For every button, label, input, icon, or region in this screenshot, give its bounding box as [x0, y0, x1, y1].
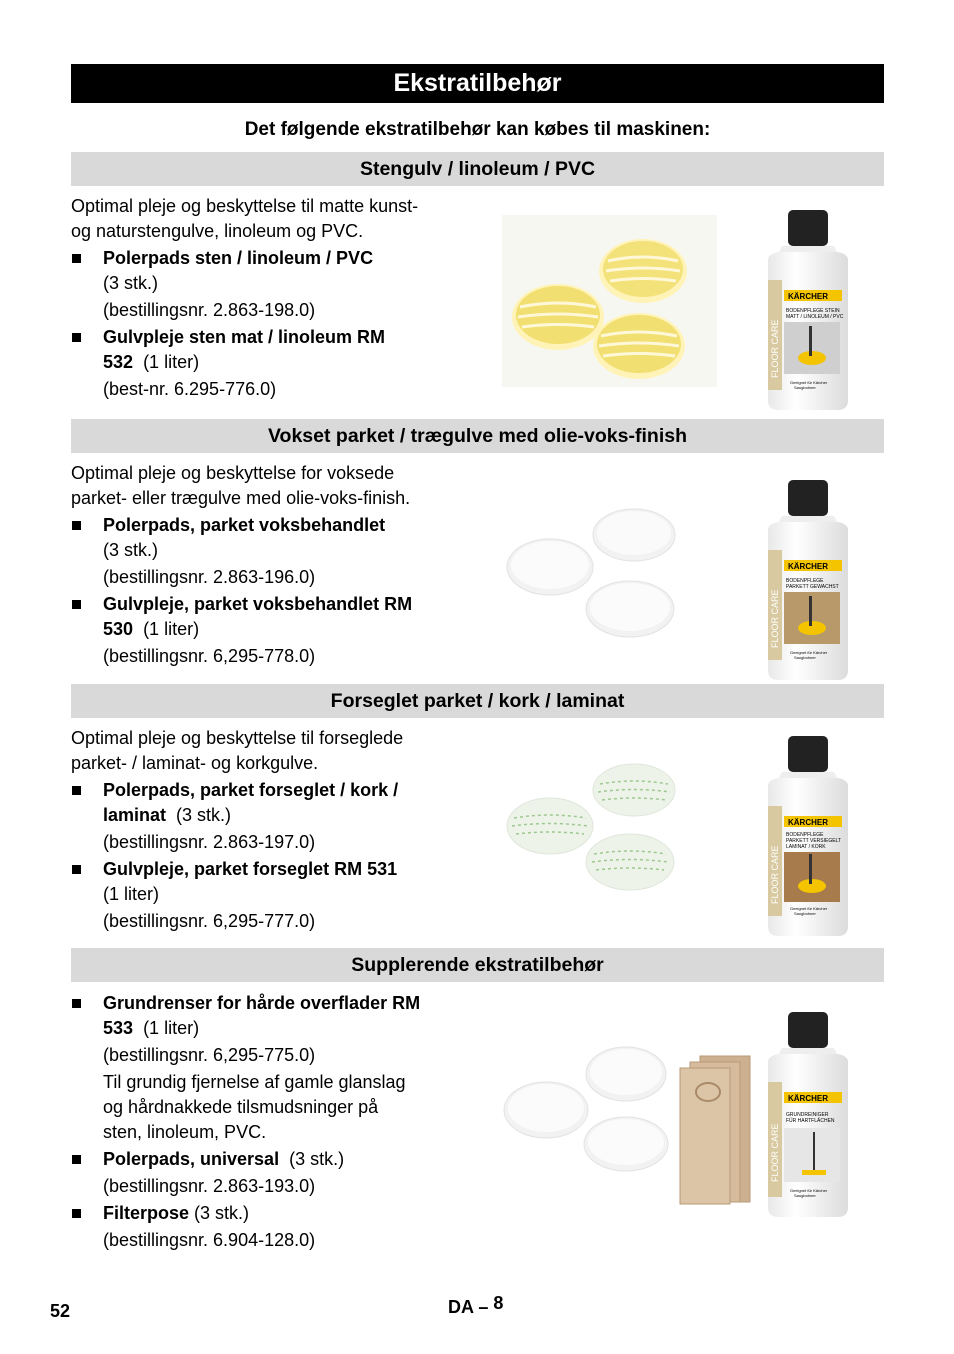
- green-striped-polishing-pads-image: [502, 758, 682, 893]
- bottle-brand: KÄRCHER: [788, 292, 828, 301]
- svg-text:KÄRCHER: KÄRCHER: [788, 1094, 828, 1103]
- bullet-icon: [72, 521, 81, 530]
- section-body-sealed-parquet: [71, 726, 471, 934]
- floor-care-bottle-sealed-parquet-image: [754, 734, 864, 939]
- white-polishing-pads-image: [502, 505, 682, 640]
- floor-care-bottle-stone-image: [754, 208, 864, 413]
- bottle-band-text: FLOOR CARE: [770, 319, 780, 378]
- bullet-icon: [72, 1209, 81, 1218]
- list-item: Polerpads, parket forseglet / kork / laminat (3 stk.) (bestillingsnr. 2.863-197.0): [71, 778, 471, 855]
- pad: [593, 313, 685, 379]
- svg-text:Saugbohner: Saugbohner: [794, 1193, 816, 1198]
- list-item: Polerpads sten / linoleum / PVC (3 stk.) (bestillingsnr. 2.863-198.0): [71, 246, 471, 323]
- desc-line: parket- eller trægulve med olie-voks-finish.: [71, 488, 411, 508]
- bullet-icon: [72, 999, 81, 1008]
- svg-text:KÄRCHER: KÄRCHER: [788, 562, 828, 571]
- desc-line: Optimal pleje og beskyttelse til forseglede: [71, 728, 404, 748]
- yellow-polishing-pads-image: [502, 215, 717, 387]
- bullet-icon: [72, 254, 81, 263]
- page-footer-section: DA – 8: [448, 1293, 504, 1317]
- section-heading-sealed-parquet: Forseglet parket / kork / laminat: [71, 684, 884, 718]
- desc-line: og naturstengulve, linoleum og PVC.: [71, 221, 364, 241]
- svg-text:Saugbohner: Saugbohner: [794, 655, 816, 660]
- intro-heading: Det følgende ekstratilbehør kan købes til maskinen:: [244, 119, 711, 140]
- svg-text:FLOOR CARE: FLOOR CARE: [770, 1123, 780, 1182]
- desc-line: Optimal pleje og beskyttelse for voksede: [71, 463, 395, 483]
- section-body-waxed-parquet: [71, 461, 471, 669]
- svg-text:PARKETT GEWACHST: PARKETT GEWACHST: [786, 584, 839, 590]
- bullet-icon: [72, 1155, 81, 1164]
- svg-text:FÜR HARTFLÄCHEN: FÜR HARTFLÄCHEN: [786, 1118, 835, 1124]
- section-body-additional: [71, 989, 461, 1253]
- svg-text:Geeignet für Kärcher: Geeignet für Kärcher: [790, 380, 828, 385]
- list-item: Filterpose (3 stk.) (bestillingsnr. 6.904-128.0): [71, 1201, 461, 1253]
- svg-text:FLOOR CARE: FLOOR CARE: [770, 845, 780, 904]
- bullet-icon: [72, 600, 81, 609]
- desc-line: parket- / laminat- og korkgulve.: [71, 753, 319, 773]
- svg-text:Geeignet für Kärcher: Geeignet für Kärcher: [790, 906, 828, 911]
- svg-text:Geeignet für Kärcher: Geeignet für Kärcher: [790, 650, 828, 655]
- list-item: Gulvpleje sten mat / linoleum RM 532 (1 liter) (best-nr. 6.295-776.0): [71, 325, 471, 402]
- section-heading-additional: Supplerende ekstratilbehør: [71, 948, 884, 982]
- svg-text:BODENPFLEGE STEIN: BODENPFLEGE STEIN: [786, 308, 840, 314]
- svg-text:GRUNDREINIGER: GRUNDREINIGER: [786, 1112, 829, 1118]
- page-title: Ekstratilbehør: [71, 64, 884, 103]
- svg-text:LAMINAT / KORK: LAMINAT / KORK: [786, 844, 826, 850]
- section-heading-stone: Stengulv / linoleum / PVC: [71, 152, 884, 186]
- list-item: Gulvpleje, parket forseglet RM 531 (1 liter) (bestillingsnr. 6,295-777.0): [71, 857, 471, 934]
- bullet-icon: [72, 333, 81, 342]
- floor-care-bottle-waxed-parquet-image: [754, 478, 864, 683]
- svg-text:Saugbohner: Saugbohner: [794, 385, 816, 390]
- desc-line: Optimal pleje og beskyttelse til matte kunst-: [71, 196, 419, 216]
- svg-text:Geeignet für Kärcher: Geeignet für Kärcher: [790, 1188, 828, 1193]
- section-heading-waxed-parquet: Vokset parket / trægulve med olie-voks-finish: [71, 419, 884, 453]
- page-number: 52: [50, 1301, 71, 1321]
- svg-text:PARKETT VERSIEGELT: PARKETT VERSIEGELT: [786, 838, 842, 844]
- filter-bags-image: [676, 1052, 756, 1207]
- list-item: Polerpads, universal (3 stk.) (bestillingsnr. 2.863-193.0): [71, 1147, 461, 1199]
- bullet-icon: [72, 865, 81, 874]
- svg-text:KÄRCHER: KÄRCHER: [788, 818, 828, 827]
- svg-text:MATT / LINOLEUM / PVC: MATT / LINOLEUM / PVC: [786, 314, 844, 320]
- svg-text:BODENPFLEGE: BODENPFLEGE: [786, 578, 824, 584]
- svg-text:BODENPFLEGE: BODENPFLEGE: [786, 832, 824, 838]
- list-item: Gulvpleje, parket voksbehandlet RM 530 (1 liter) (bestillingsnr. 6,295-778.0): [71, 592, 471, 669]
- svg-text:FLOOR CARE: FLOOR CARE: [770, 589, 780, 648]
- universal-polishing-pads-image: [502, 1038, 672, 1173]
- section-body-stone: [71, 194, 471, 402]
- list-item: Grundrenser for hårde overflader RM 533 (1 liter) (bestillingsnr. 6,295-775.0) Til grundig fjernelse af gamle glanslag og hårdnakkede tilsmudsninger på sten, linoleum, PVC.: [71, 991, 461, 1145]
- bullet-icon: [72, 786, 81, 795]
- pad: [512, 284, 604, 350]
- floor-care-bottle-basic-cleaner-image: [754, 1010, 864, 1220]
- svg-text:Saugbohner: Saugbohner: [794, 911, 816, 916]
- pad: [599, 239, 687, 303]
- list-item: Polerpads, parket voksbehandlet (3 stk.) (bestillingsnr. 2.863-196.0): [71, 513, 471, 590]
